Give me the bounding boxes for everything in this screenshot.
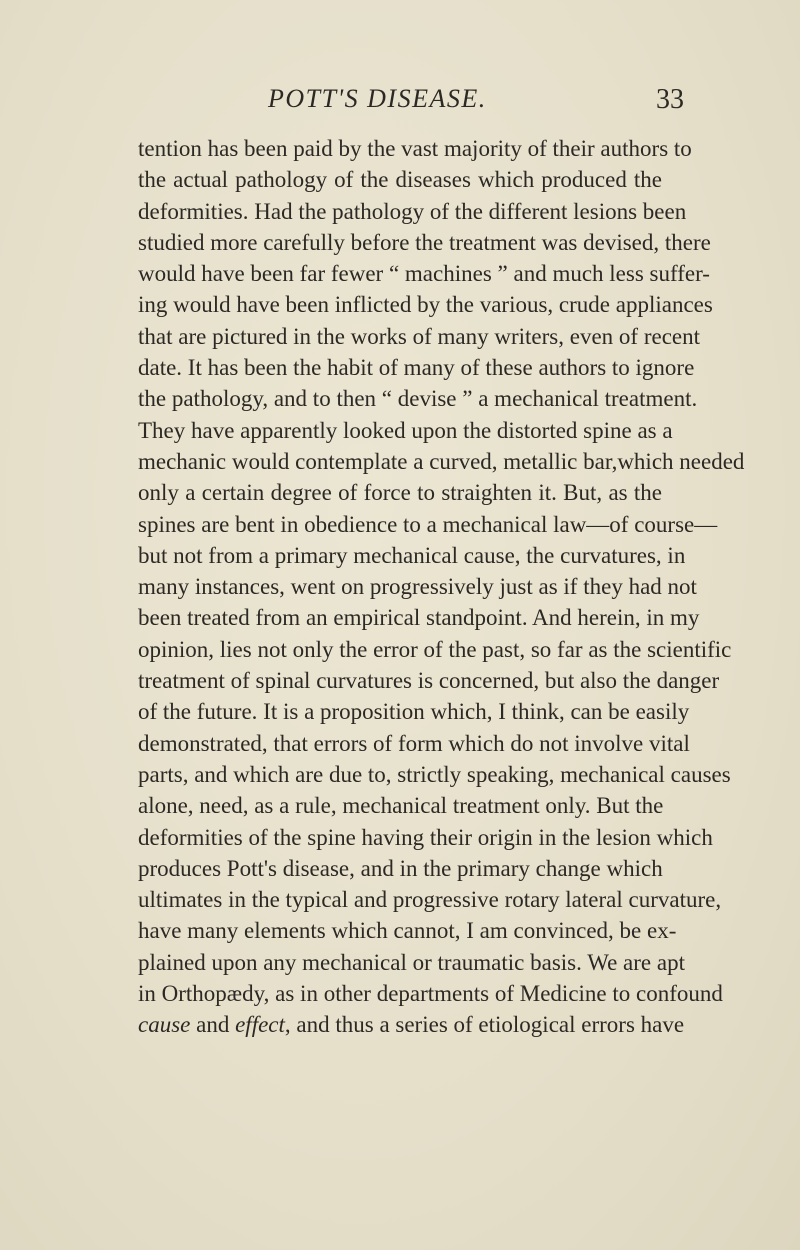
text-line: but not from a primary mechanical cause, the curvatures, in (138, 542, 686, 568)
text-line: demonstrated, that errors of form which do not involve vital (138, 730, 690, 756)
text-line: ultimates in the typical and progressive rotary lateral curvature, (138, 887, 722, 913)
text-line: alone, need, as a rule, mechanical treatment only. But the (138, 793, 664, 819)
text-line: have many elements which cannot, I am convinced, be ex- (138, 918, 677, 944)
italic-effect: effect (235, 1012, 285, 1038)
text-line: would have been far fewer “ machines ” and much less suffer- (138, 261, 710, 287)
text-line: deformities of the spine having their origin in the lesion which (138, 824, 713, 850)
text-line: only a certain degree of force to straighten it. But, as the (138, 480, 662, 506)
running-title: POTT'S DISEASE. (268, 84, 487, 113)
text-line: tention has been paid by the vast majority of their authors to (138, 136, 692, 161)
text-line: produces Pott's disease, and in the primary change which (138, 855, 663, 881)
text-line-last (138, 1009, 685, 1040)
text-line: opinion, lies not only the error of the past, so far as the scientific (138, 636, 732, 662)
text-line: mechanic would contemplate a curved, metallic bar,which needed (138, 448, 745, 474)
text-line: parts, and which are due to, strictly speaking, mechanical causes (138, 761, 731, 787)
running-head (0, 84, 800, 124)
text-rest: , and thus a series of etiological errors have (284, 1012, 685, 1038)
text-line: the pathology, and to then “ devise ” a mechanical treatment. (138, 386, 698, 412)
italic-cause: cause (138, 1012, 191, 1038)
text-line: studied more carefully before the treatment was devised, there (138, 229, 711, 255)
text-line: date. It has been the habit of many of these authors to ignore (138, 355, 695, 381)
text-line: in Orthopædy, as in other departments of Medicine to confound (138, 981, 723, 1007)
text-line: of the future. It is a proposition which, I think, can be easily (138, 699, 690, 725)
text-line: deformities. Had the pathology of the different lesions been (138, 198, 687, 224)
text-line: been treated from an empirical standpoint. And herein, in my (138, 605, 700, 631)
text-and: and (190, 1012, 236, 1038)
text-line: spines are bent in obedience to a mechanical law—of course— (138, 511, 718, 537)
text-line: ing would have been inflicted by the various, crude appliances (138, 292, 713, 318)
text-line: the actual pathology of the diseases which produced the (138, 167, 662, 193)
page-number: 33 (656, 84, 684, 115)
text-line: treatment of spinal curvatures is concerned, but also the danger (138, 668, 720, 694)
text-line: that are pictured in the works of many writers, even of recent (138, 323, 701, 349)
text-line: plained upon any mechanical or traumatic basis. We are apt (138, 949, 685, 975)
body-text (138, 133, 745, 1041)
text-line: many instances, went on progressively just as if they had not (138, 574, 697, 600)
text-line: They have apparently looked upon the distorted spine as a (138, 417, 673, 443)
